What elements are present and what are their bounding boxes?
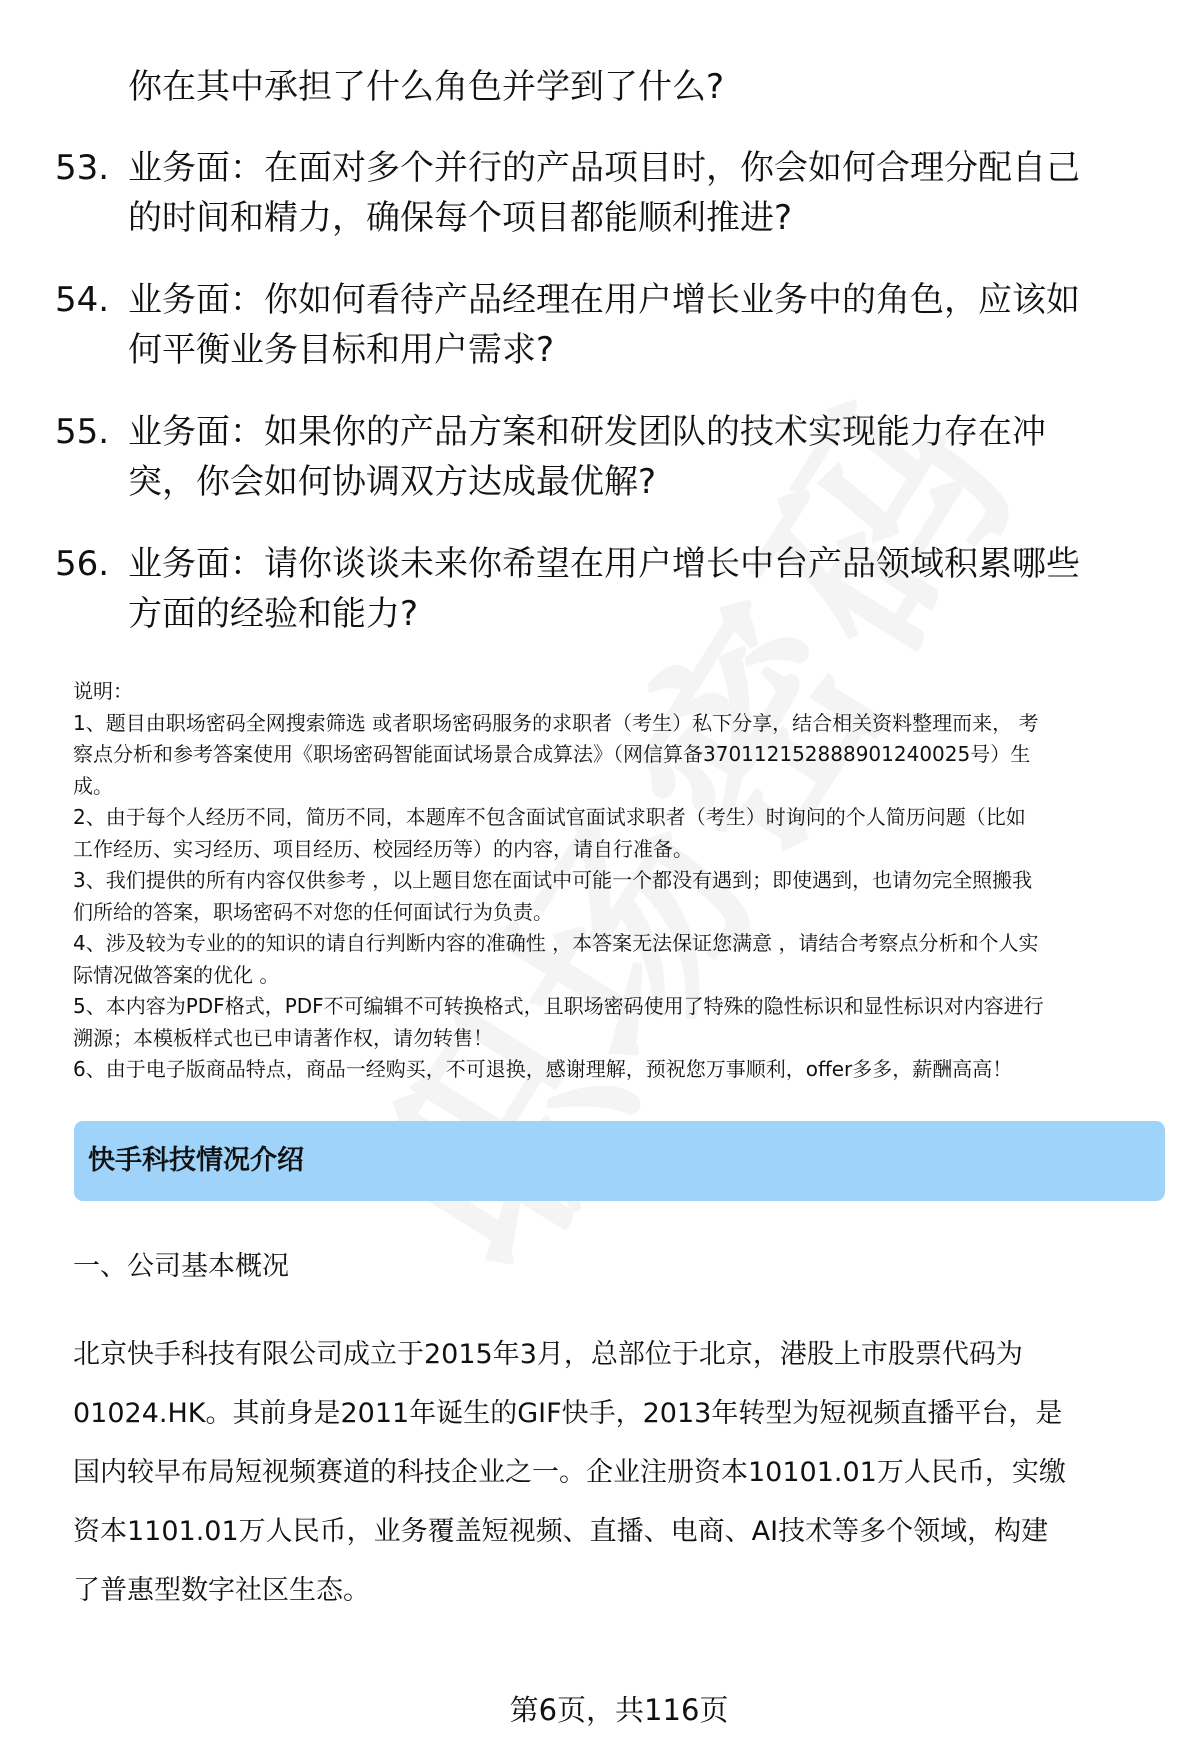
question-text-line: 的时间和精力，确保每个项目都能顺利推进?	[128, 198, 793, 238]
question-text-line: 业务面：在面对多个并行的产品项目时，你会如何合理分配自己	[128, 148, 1080, 188]
question-number: 55.	[55, 412, 110, 452]
notes-line: 4、涉及较为专业的的知识的请自行判断内容的准确性 ，本答案无法保证您满意 ，请结合考察点分析和个人实	[73, 931, 1039, 955]
question-number: 53.	[55, 148, 110, 188]
paragraph-line: 了普惠型数字社区生态。	[73, 1575, 370, 1606]
notes-line: 2、由于每个人经历不同，简历不同，本题库不包含面试官面试求职者（考生）时询问的个人简历问题（比如	[73, 805, 1026, 829]
notes-line: 3、我们提供的所有内容仅供参考 ，以上题目您在面试中可能一个都没有遇到；即使遇到，也请勿完全照搬我	[73, 868, 1033, 892]
question-text-line: 业务面：你如何看待产品经理在用户增长业务中的角色，应该如	[128, 280, 1080, 320]
notes-line: 察点分析和参考答案使用《职场密码智能面试场景合成算法》（网信算备370112152888901240025号）生	[73, 742, 1031, 766]
disclaimer-notes	[73, 676, 1173, 1086]
paragraph-line: 北京快手科技有限公司成立于2015年3月，总部位于北京，港股上市股票代码为	[73, 1339, 1023, 1370]
notes-line: 5、本内容为PDF格式，PDF不可编辑不可转换格式，且职场密码使用了特殊的隐性标识和显性标识对内容进行	[73, 994, 1044, 1018]
notes-line: 工作经历、实习经历、项目经历、校园经历等）的内容，请自行准备。	[73, 836, 693, 861]
paragraph-line: 资本1101.01万人民币，业务覆盖短视频、直播、电商、AI技术等多个领域，构建	[73, 1516, 1049, 1547]
question-item-56	[0, 539, 1200, 671]
question-text-line: 业务面：如果你的产品方案和研发团队的技术实现能力存在冲	[128, 412, 1046, 452]
question-number: 54.	[55, 280, 110, 320]
question-number: 56.	[55, 544, 110, 584]
notes-line: 1、题目由职场密码全网搜索筛选 或者职场密码服务的求职者（考生）私下分享，结合相关资料整理而来， 考	[73, 710, 1039, 735]
paragraph-line: 国内较早布局短视频赛道的科技企业之一。企业注册资本10101.01万人民币，实缴	[73, 1457, 1066, 1488]
section-heading: 一、公司基本概况	[73, 1251, 289, 1282]
question-text-line: 方面的经验和能力?	[128, 594, 419, 634]
notes-line: 们所给的答案，职场密码不对您的任何面试行为负责。	[73, 899, 553, 924]
question-text-line: 何平衡业务目标和用户需求?	[128, 330, 555, 370]
question-item-53	[0, 143, 1200, 275]
question-list	[0, 143, 1200, 671]
question-text-line: 突，你会如何协调双方达成最优解?	[128, 462, 657, 502]
question-text-line: 业务面：请你谈谈未来你希望在用户增长中台产品领域积累哪些	[128, 544, 1080, 584]
question-item-54	[0, 275, 1200, 407]
page-number-footer: 第6页，共116页	[509, 1693, 729, 1727]
company-overview-paragraph	[73, 1325, 1173, 1620]
banner-title: 快手科技情况介绍	[88, 1145, 304, 1176]
section-banner	[74, 1121, 1165, 1201]
notes-title: 说明：	[73, 679, 133, 703]
notes-line: 际情况做答案的优化 。	[73, 962, 280, 987]
question-continuation: 你在其中承担了什么角色并学到了什么?	[128, 67, 725, 107]
question-item-55	[0, 407, 1200, 539]
notes-line: 溯源；本模板样式也已申请著作权，请勿转售！	[73, 1025, 493, 1050]
notes-line: 6、由于电子版商品特点，商品一经购买，不可退换，感谢理解，预祝您万事顺利，offer多多，薪酬高高！	[73, 1057, 1013, 1081]
paragraph-line: 01024.HK。其前身是2011年诞生的GIF快手，2013年转型为短视频直播平台，是	[73, 1398, 1063, 1429]
notes-line: 成。	[73, 773, 113, 798]
